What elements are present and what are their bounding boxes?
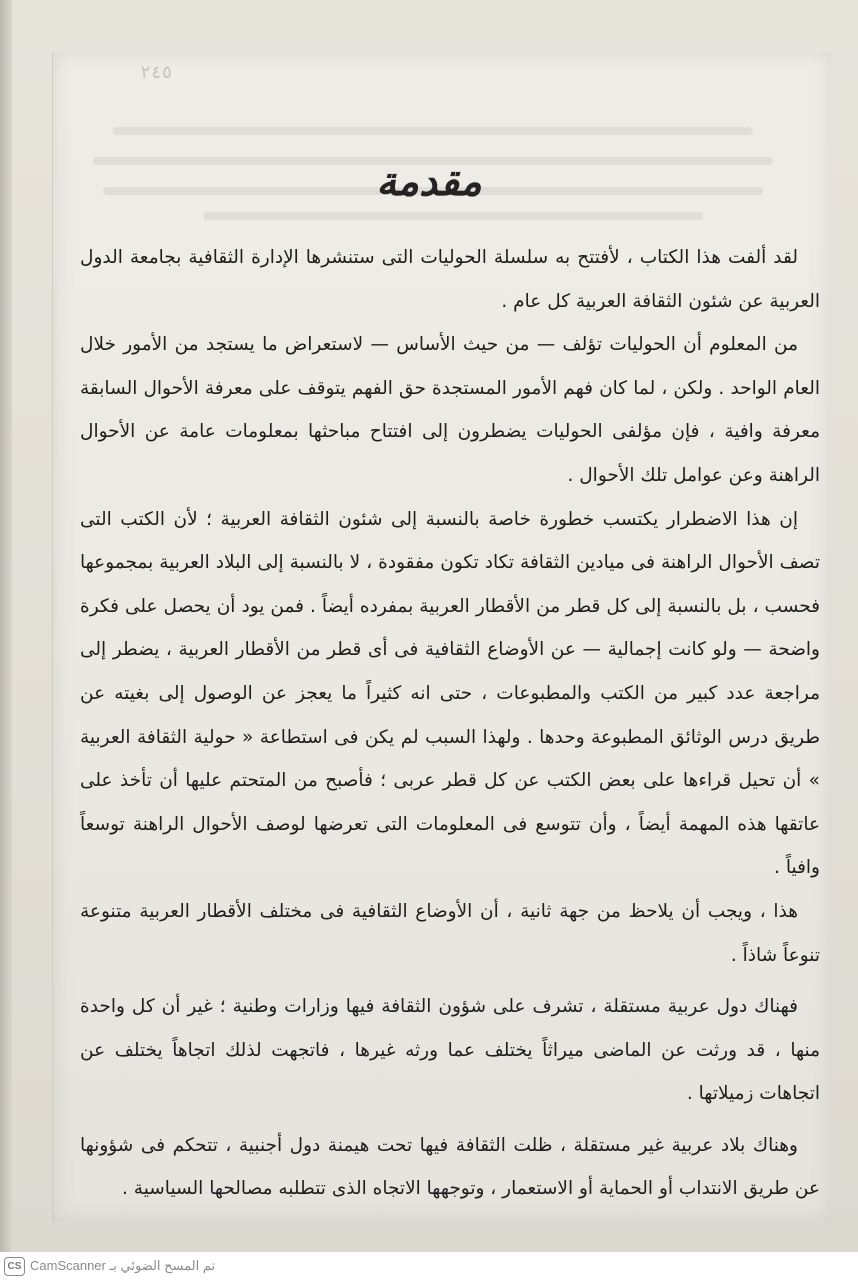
paragraph: إن هذا الاضطرار يكتسب خطورة خاصة بالنسبة إلى شئون الثقافة العربية ؛ لأن الكتب التى تصف الأحوال الراهنة فى ميادين الثقافة تكاد تكون مفقودة ، لا بالنسبة إلى البلاد العربية بمجموعها فحسب ، بل بالنسبة إلى كل قطر من الأقطار العربية بمفرده أيضاً . فمن يود أن يحصل على فكرة واضحة — ولو كانت إجمالية — عن الأوضاع الثقافية فى أى قطر من الأقطار العربية ، يضطر إلى مراجعة عدد كبير من الكتب والمطبوعات ، حتى انه كثيراً ما يعجز عن الوصول إلى بغيته عن طريق درس الوثائق المطبوعة وحدها . ولهذا السبب لم يكن فى استطاعة « حولية الثقافة العربية » أن تحيل قراءها على بعض الكتب عن كل قطر عربى ؛ فأصبح من المتحتم عليها أن تأخذ على عاتقها هذه المهمة أيضاً ، وأن تتوسع فى المعلومات التى تعرضها لوصف الأحوال الراهنة توسعاً وافياً . — [80, 508, 820, 879]
scanner-watermark-text: تم المسح الضوئي بـ CamScanner — [30, 1258, 216, 1273]
paragraph: من المعلوم أن الحوليات تؤلف — من حيث الأساس — لاستعراض ما يستجد من الأمور خلال العام الواحد . ولكن ، لما كان فهم الأمور المستجدة حق الفهم يتوقف على معرفة الأحوال السابقة معرفة وافية ، فإن مؤلفى الحوليات يضطرون إلى افتتاح مباحثها بمعلومات عامة عن الأحوال الراهنة وعن عوامل تلك الأحوال . — [80, 334, 820, 486]
camscanner-logo-icon: CS — [4, 1257, 25, 1276]
page-number: ٢٤٥ — [140, 62, 173, 83]
scanner-footer — [0, 1252, 858, 1280]
paragraph: وهناك بلاد عربية غير مستقلة ، ظلت الثقافة فيها تحت هيمنة دول أجنبية ، تتحكم فى شؤونها عن طريق الانتداب أو الحماية أو الاستعمار ، وتوجهها الاتجاه الذى تتطلبه مصالحها السياسية . — [80, 1134, 820, 1200]
paragraph: فهناك دول عربية مستقلة ، تشرف على شؤون الثقافة فيها وزارات وطنية ؛ غير أن كل واحدة منها ، قد ورثت عن الماضى ميراثاً يختلف عما ورثه غيرها ، فاتجهت لذلك اتجاهاً يختلف عن اتجاهات زميلاتها . — [80, 996, 820, 1105]
paragraph: هذا ، ويجب أن يلاحظ من جهة ثانية ، أن الأوضاع الثقافية فى مختلف الأقطار العربية متنوعة تنوعاً شاذاً . — [80, 900, 820, 966]
bleed-through-line — [203, 212, 703, 220]
page-title: مقدمة — [376, 158, 482, 205]
bleed-through-line — [113, 127, 753, 135]
paragraph: لقد ألفت هذا الكتاب ، لأفتتح به سلسلة الحوليات التى ستنشرها الإدارة الثقافية بجامعة الدول العربية عن شئون الثقافة العربية كل عام . — [80, 247, 820, 312]
body-text — [80, 236, 820, 1211]
